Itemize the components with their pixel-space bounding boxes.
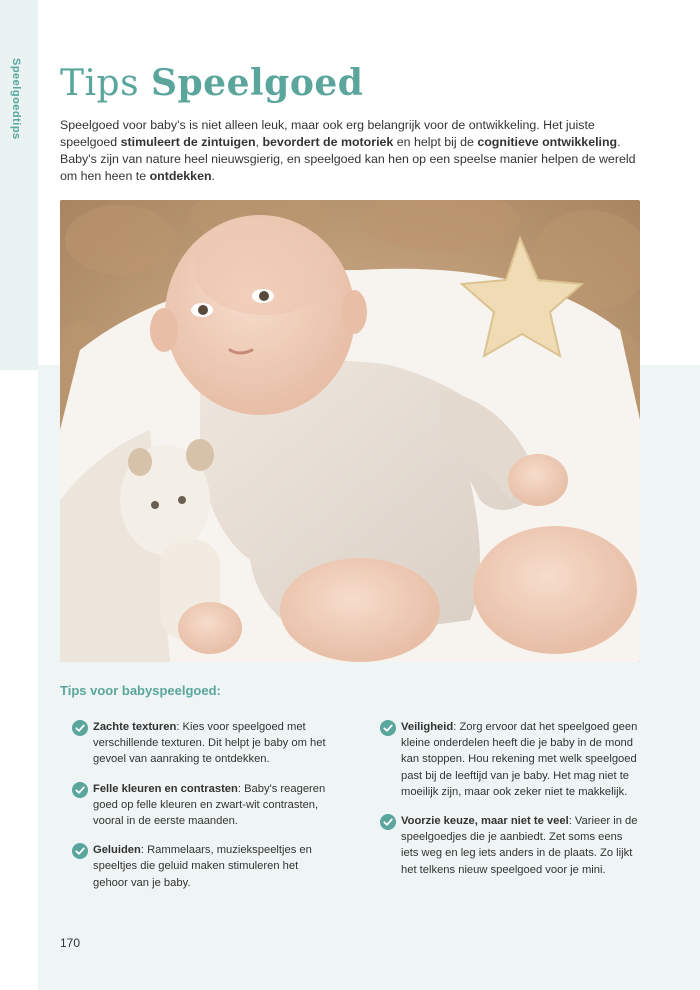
intro-text: . Baby's zijn van nature heel nieuwsgierig, en speelgoed kan hen op een speelse manier helpen de wereld om hen heen te <box>60 135 636 183</box>
intro-text: , <box>255 135 263 149</box>
intro-bold: stimuleert de zintuigen <box>120 135 256 149</box>
tip-title: Geluiden <box>93 844 141 857</box>
tip-text <box>93 719 332 768</box>
check-circle-icon <box>72 720 88 736</box>
check-circle-icon <box>380 814 396 830</box>
intro-text: Speelgoed voor baby's is niet alleen leuk, maar ook erg belangrijk voor de ontwikkeling. Het juiste speelgoed <box>60 118 595 149</box>
check-circle-icon <box>72 782 88 798</box>
intro-text: en helpt bij de <box>393 135 478 149</box>
section-side-label: Speelgoedtips <box>10 58 22 140</box>
tip-item <box>72 842 332 891</box>
tip-description: : Zorg ervoor dat het speelgoed geen kleine onderdelen heeft die je baby in de mond kan stoppen. Hou rekening met welk speelgoed past bij de leeftijd van je baby. Het mag niet te moeilijk zijn, maar ook zeker niet te makkelijk. <box>401 721 638 798</box>
page-number: 170 <box>60 936 81 950</box>
tip-text <box>93 781 332 830</box>
tip-title: Felle kleuren en contrasten <box>93 782 238 795</box>
title-bold: Speelgoed <box>151 62 364 104</box>
tip-description: : Varieer in de speelgoedjes die je aanbiedt. Zet soms eens iets weg en leg iets anders in de plaats. Zo lijkt het telkens nieuw speelgoed voor je mini. <box>401 815 638 876</box>
tip-item <box>380 813 640 878</box>
tip-text <box>401 813 640 878</box>
side-strip-tint <box>0 0 38 370</box>
tip-item <box>72 719 332 768</box>
tip-text <box>401 719 640 800</box>
check-circle-icon <box>72 843 88 859</box>
tip-title: Voorzie keuze, maar niet te veel <box>401 815 569 828</box>
tip-description: : Rammelaars, muziekspeeltjes en speeltjes die geluid maken stimuleren het gehoor van je baby. <box>93 844 312 889</box>
tip-title: Veiligheid <box>401 721 454 733</box>
tip-description: : Kies voor speelgoed met verschillende texturen. Dit helpt je baby om het gevoel van aanraking te ontdekken. <box>93 721 326 766</box>
tip-description: : Baby's reageren goed op felle kleuren en zwart-wit contrasten, vooral in de eerste maanden. <box>93 782 326 828</box>
intro-bold: bevordert de motoriek <box>262 135 394 149</box>
tip-text <box>93 842 332 891</box>
title-light: Tips <box>60 63 140 104</box>
tip-item <box>380 719 640 800</box>
tips-column-left <box>72 719 332 904</box>
tip-item <box>72 781 332 830</box>
tip-title: Zachte texturen <box>93 721 177 733</box>
intro-paragraph <box>60 117 650 185</box>
intro-bold: ontdekken <box>149 169 212 183</box>
check-circle-icon <box>380 720 396 736</box>
page-title <box>60 62 363 104</box>
tips-heading: Tips voor babyspeelgoed: <box>60 683 221 698</box>
baby-photo <box>60 200 640 662</box>
intro-text: . <box>211 169 215 183</box>
baby-photo-illustration <box>60 200 640 662</box>
tips-column-right <box>380 719 640 891</box>
intro-bold: cognitieve ontwikkeling <box>477 135 618 149</box>
